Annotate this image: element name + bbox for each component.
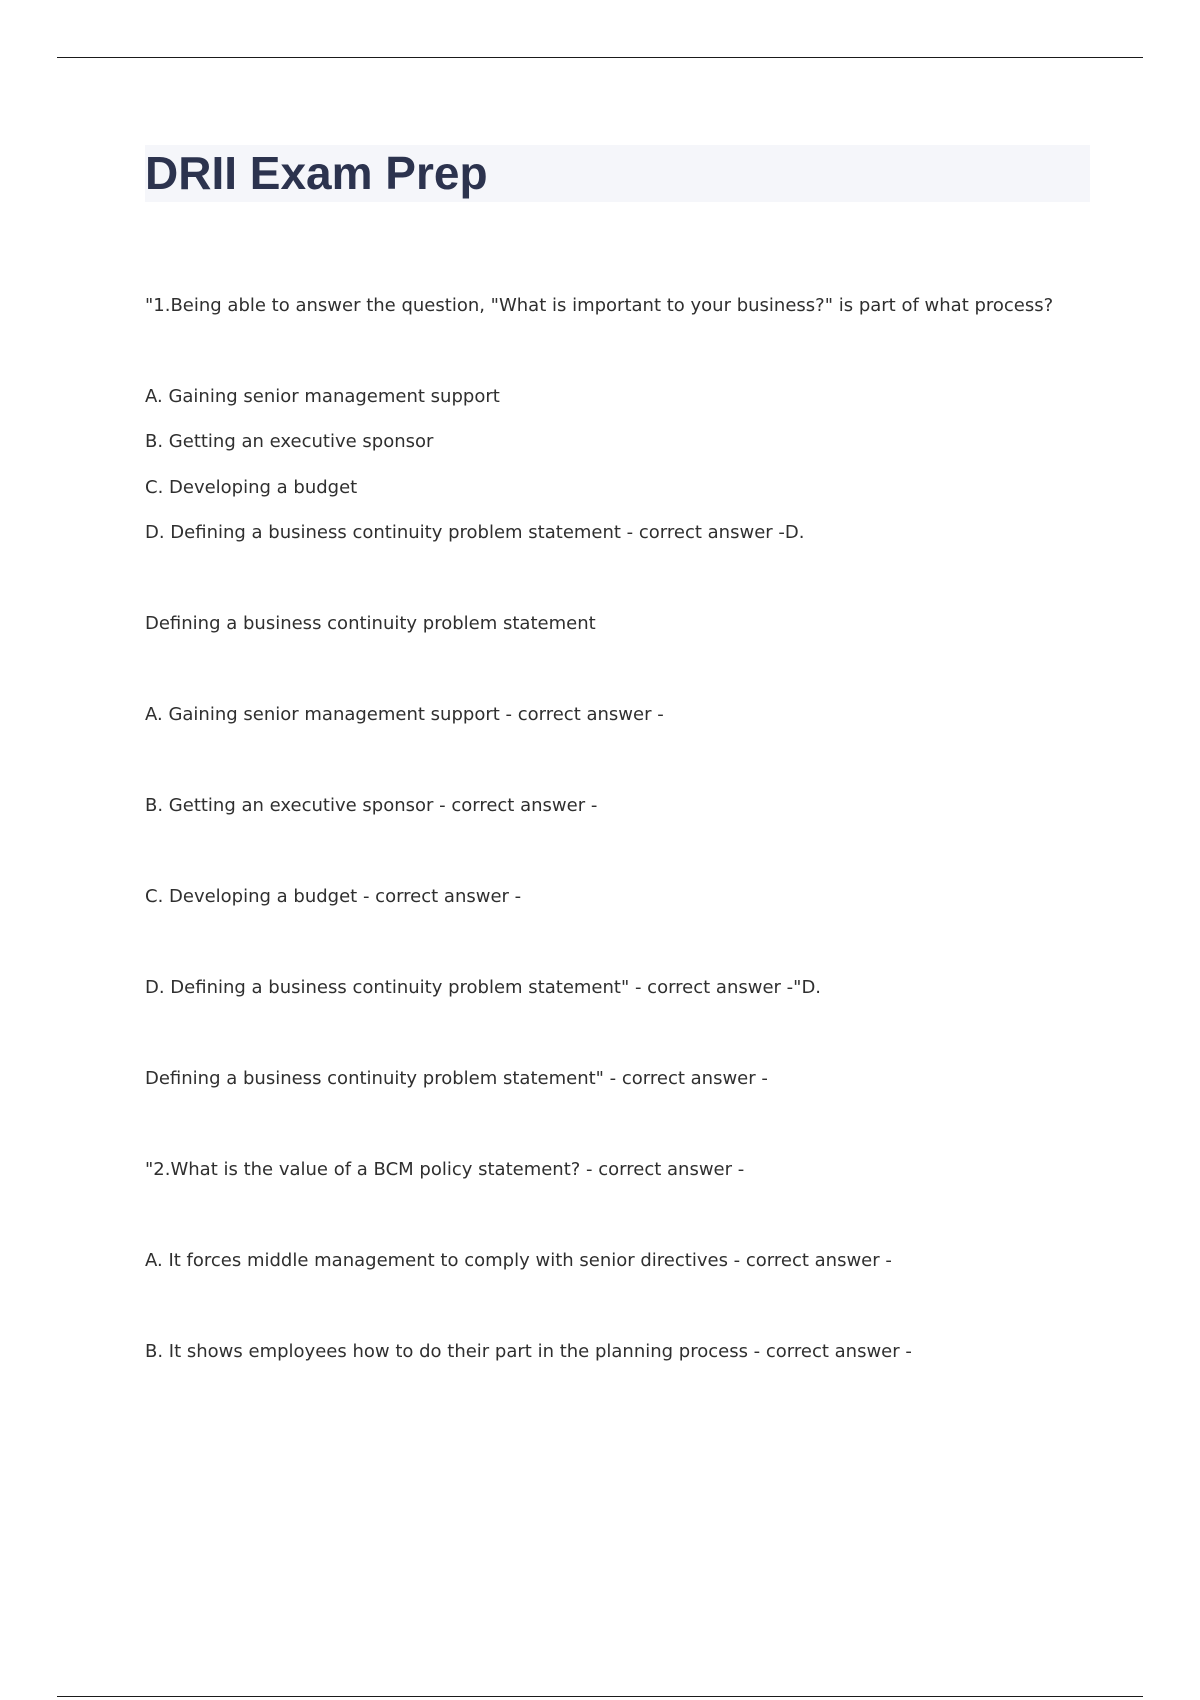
answer-option-d: D. Defining a business continuity problem statement" - correct answer -"D. [145, 977, 822, 998]
option-a: A. Gaining senior management support [145, 386, 500, 407]
document-title: DRII Exam Prep [145, 147, 488, 199]
question-1: "1.Being able to answer the question, "What is important to your business?" is part of what process? [145, 295, 1054, 316]
question-2-option-b: B. It shows employees how to do their part in the planning process - correct answer - [145, 1341, 912, 1362]
answer-text: Defining a business continuity problem statement [145, 613, 596, 634]
top-rule [57, 57, 1143, 58]
answer-option-b: B. Getting an executive sponsor - correct answer - [145, 795, 598, 816]
bottom-rule [57, 1696, 1143, 1697]
answer-statement: Defining a business continuity problem statement" - correct answer - [145, 1068, 768, 1089]
option-b: B. Getting an executive sponsor [145, 431, 434, 452]
question-2: "2.What is the value of a BCM policy statement? - correct answer - [145, 1159, 745, 1180]
question-2-option-a: A. It forces middle management to comply with senior directives - correct answer - [145, 1250, 892, 1271]
option-d: D. Defining a business continuity problem statement - correct answer -D. [145, 522, 805, 543]
answer-option-c: C. Developing a budget - correct answer - [145, 886, 522, 907]
answer-option-a: A. Gaining senior management support - correct answer - [145, 704, 664, 725]
option-c: C. Developing a budget [145, 477, 358, 498]
